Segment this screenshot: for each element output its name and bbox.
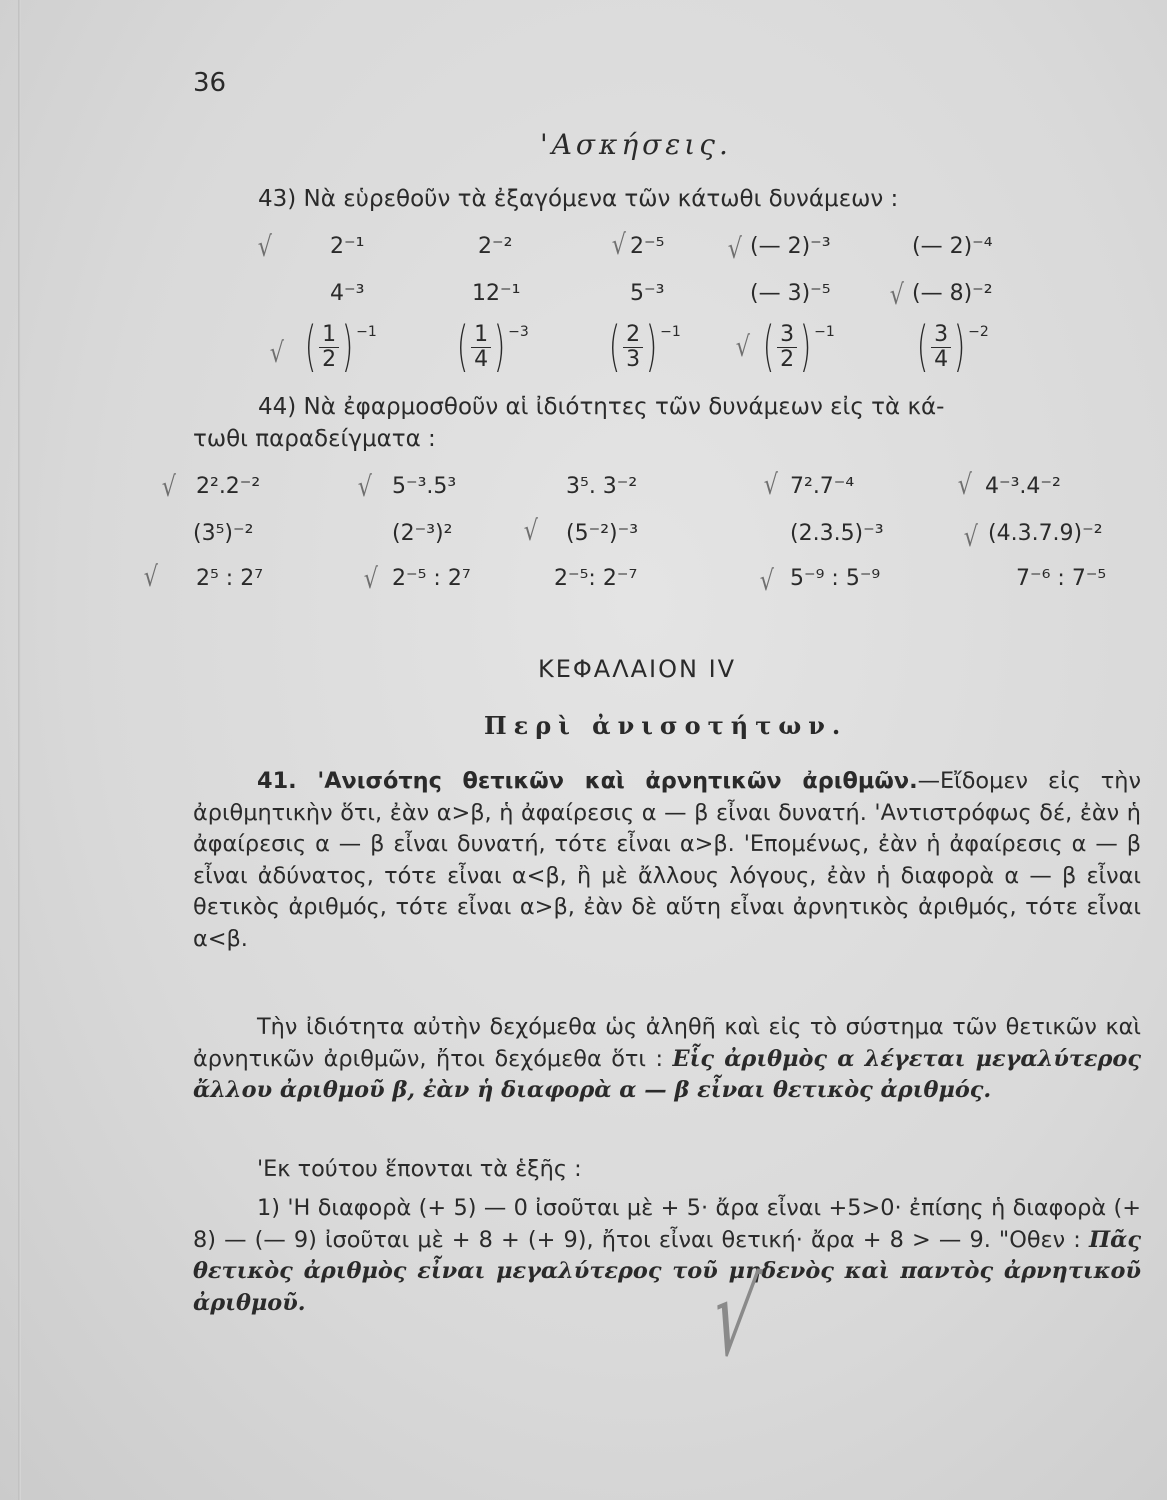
article-41-text: —Εἴδομεν εἰς τὴν ἀριθμητικὴν ὅτι, ἐὰν α>β, ἡ ἀφαίρεσις α — β εἶναι δυνατή. 'Αντιστρόφως δέ, ἐὰν ἡ ἀφαίρεσις α — β εἶναι δυνατή, τότε εἶναι α>β. 'Επομένως, ἐὰν ἡ ἀφαίρεσις α — β εἶναι ἀδύνατος, τότε εἶναι α<β, ἢ μὲ ἄλλους λόγους, ἐὰν ἡ διαφορὰ α — β εἶναι θετικὸς ἀριθμός, τότε εἶναι α>β, ἐὰν δὲ αὕτη εἶναι ἀρνητικὸς ἀριθμός, τότε εἶναι α<β.: [193, 768, 1141, 952]
conclusion-italic: Πᾶς θετικὸς ἀριθμὸς εἶναι μεγαλύτερος τοῦ μηδενὸς καὶ παντὸς ἀρνητικοῦ ἀριθμοῦ.: [193, 1226, 1141, 1316]
ex43-r2-c4: (— 3)⁻⁵: [750, 281, 831, 306]
ex44-r3-c3: 2⁻⁵: 2⁻⁷: [554, 566, 638, 591]
handwritten-check-icon: √: [269, 336, 285, 369]
ex44-r1-c2: 5⁻³.5³: [392, 474, 457, 499]
page-number: 36: [193, 68, 227, 98]
ex43-r1-c4: (— 2)⁻³: [750, 234, 831, 259]
ex44-r3-c5: 7⁻⁶ : 7⁻⁵: [1016, 566, 1107, 591]
handwritten-check-icon: √: [735, 330, 751, 363]
fraction-denominator: 4: [934, 346, 949, 372]
ex43-r1-c2: 2⁻²: [478, 234, 513, 259]
exercise-43-heading: 43) Νὰ εὑρεθοῦν τὰ ἐξαγόμενα τῶν κάτωθι δυνάμεων :: [258, 186, 899, 212]
ex44-r1-c1: 2².2⁻²: [196, 474, 261, 499]
fraction-numerator: 1: [319, 323, 339, 348]
chapter-subtitle: Περὶ ἀνισοτήτων.: [484, 711, 848, 740]
fraction-exponent: −3: [508, 324, 529, 340]
article-41-paragraph-4: [193, 1193, 1141, 1319]
fraction-denominator: 2: [322, 346, 337, 372]
fraction-denominator: 4: [474, 346, 489, 372]
ex43-r2-c5: (— 8)⁻²: [912, 281, 993, 306]
article-41-paragraph-1: [193, 766, 1141, 955]
ex44-r3-c2: 2⁻⁵ : 2⁷: [392, 566, 471, 591]
ex44-r2-c2: (2⁻³)²: [392, 521, 453, 546]
exercise-44-heading-line1: 44) Νὰ ἐφαρμοσθοῦν αἱ ἰδιότητες τῶν δυνάμεων εἰς τὰ κά-: [258, 394, 945, 420]
page-edge: [18, 0, 21, 1500]
chapter-heading: ΚΕΦΑΛΑΙΟΝ IV: [538, 655, 737, 683]
ex44-r2-c3: (5⁻²)⁻³: [566, 521, 639, 546]
ex44-r1-c3: 3⁵. 3⁻²: [566, 474, 638, 499]
ex43-r2-c3: 5⁻³: [630, 281, 665, 306]
fraction-exponent: −1: [660, 324, 681, 340]
ex44-r1-c4: 7².7⁻⁴: [790, 474, 855, 499]
paragraph-text: 1) 'Η διαφορὰ (+ 5) — 0 ἰσοῦται μὲ + 5· ἄρα εἶναι +5>0· ἐπίσης ἡ διαφορὰ (+ 8) — (— 9) ἰσοῦται μὲ + 8 + (+ 9), ἤτοι εἶναι θετική· ἄρα + 8 > — 9. "Οθεν :: [193, 1195, 1141, 1253]
ex44-r2-c4: (2.3.5)⁻³: [790, 521, 884, 546]
ex43-r1-c5: (— 2)⁻⁴: [912, 234, 993, 259]
ex43-fraction-3: ( $\frac{2}{3}$ ) −1: [608, 315, 681, 378]
fraction-numerator: 2: [623, 323, 643, 348]
ex43-r2-c1: 4⁻³: [330, 281, 365, 306]
paragraph-text: Τὴν ἰδιότητα αὐτὴν δεχόμεθα ὡς ἀληθῆ καὶ εἰς τὸ σύστημα τῶν θετικῶν καὶ ἀρνητικῶν ἀριθμῶν, ἤτοι δεχόμεθα ὅτι :: [193, 1014, 1141, 1072]
ex44-r2-c1: (3⁵)⁻²: [193, 521, 254, 546]
ex43-r1-c3: 2⁻⁵: [630, 234, 665, 259]
fraction-numerator: 1: [471, 323, 491, 348]
article-41-paragraph-3: [193, 1154, 1141, 1186]
ex44-r3-c4: 5⁻⁹ : 5⁻⁹: [790, 566, 881, 591]
section-title: 'Ασκήσεις.: [540, 128, 732, 161]
fraction-exponent: −2: [968, 324, 989, 340]
handwritten-check-icon: √: [963, 520, 979, 553]
handwritten-check-icon: √: [889, 278, 905, 311]
handwritten-check-icon: √: [727, 232, 743, 265]
ex43-r1-c1: 2⁻¹: [330, 234, 365, 259]
handwritten-check-icon: √: [523, 514, 539, 547]
handwritten-check-icon: √: [763, 468, 779, 501]
fraction-numerator: 3: [931, 323, 951, 348]
ex44-r2-c5: (4.3.7.9)⁻²: [988, 521, 1103, 546]
ex43-fraction-2: ( $\frac{1}{4}$ ) −3: [456, 315, 529, 378]
ex43-fraction-4: ( $\frac{3}{2}$ ) −1: [762, 315, 835, 378]
ex43-fraction-1: ( $\frac{1}{2}$ ) −1: [304, 315, 377, 378]
handwritten-check-icon: √: [257, 230, 273, 263]
handwritten-check-icon: √: [759, 564, 775, 597]
handwritten-check-icon: √: [363, 562, 379, 595]
ex44-r1-c5: 4⁻³.4⁻²: [985, 474, 1061, 499]
ex43-fraction-5: ( $\frac{3}{4}$ ) −2: [916, 315, 989, 378]
paragraph-text: 'Εκ τούτου ἕπονται τὰ ἑξῆς :: [257, 1156, 582, 1182]
handwritten-check-icon: √: [161, 470, 177, 503]
definition-italic: Εἷς ἀριθμὸς α λέγεται μεγαλύτερος ἄλλου ἀριθμοῦ β, ἐὰν ἡ διαφορὰ α — β εἶναι θετικὸς ἀριθμός.: [193, 1045, 1142, 1103]
handwritten-check-icon: √: [143, 560, 159, 593]
article-41-paragraph-2: [193, 1012, 1141, 1107]
fraction-denominator: 2: [780, 346, 795, 372]
fraction-exponent: −1: [356, 324, 377, 340]
handwritten-check-icon: √: [957, 468, 973, 501]
ex44-r3-c1: 2⁵ : 2⁷: [196, 566, 264, 591]
article-41-heading: 41. 'Ανισότης θετικῶν καὶ ἀρνητικῶν ἀριθμῶν.: [257, 768, 918, 794]
fraction-denominator: 3: [626, 346, 641, 372]
exercise-44-heading-line2: τωθι παραδείγματα :: [193, 426, 436, 452]
ex43-r2-c2: 12⁻¹: [472, 281, 521, 306]
large-handwritten-check-icon: √: [705, 1250, 765, 1384]
fraction-exponent: −1: [814, 324, 835, 340]
handwritten-check-icon: √: [611, 228, 627, 261]
handwritten-check-icon: √: [357, 470, 373, 503]
fraction-numerator: 3: [777, 323, 797, 348]
